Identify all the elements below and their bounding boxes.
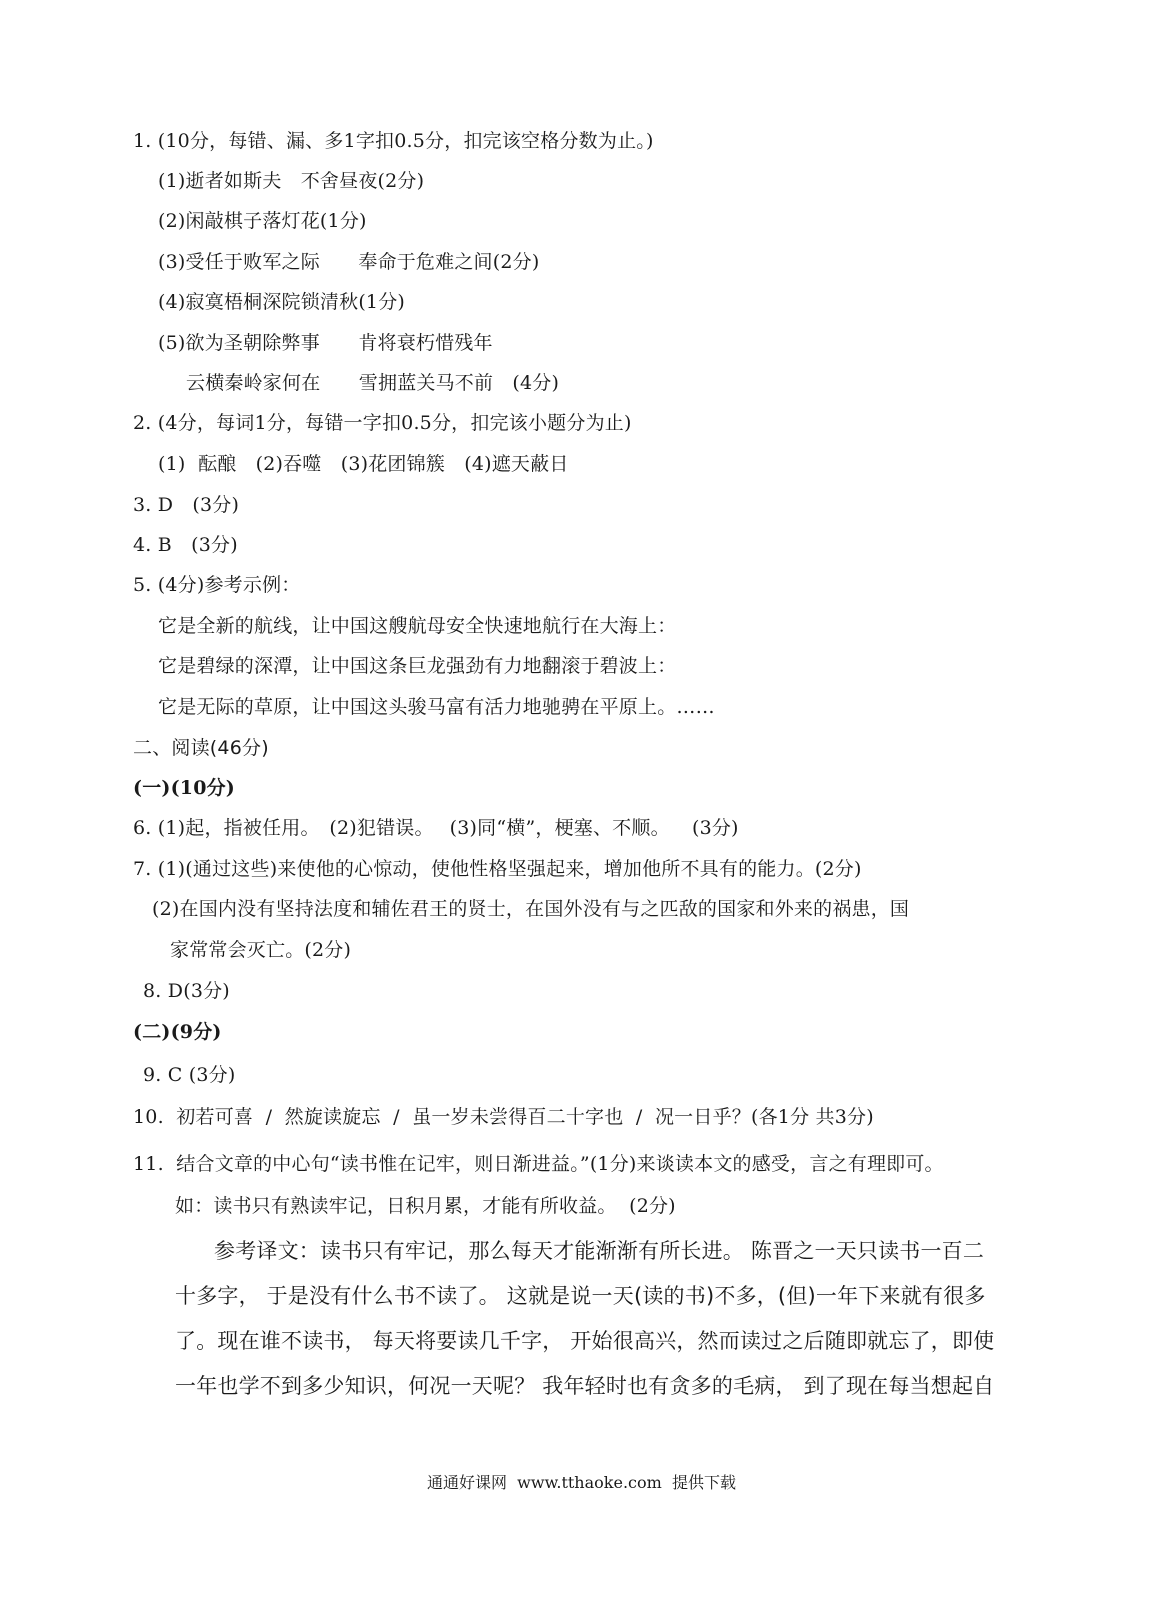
answer-1-item-1: (1)逝者如斯夫 不舍昼夜(2分) (158, 170, 425, 192)
answer-7-part-2: (2)在国内没有坚持法度和辅佐君王的贤士，在国外没有与之匹敌的国家和外来的祸患，国 (152, 898, 910, 920)
answer-3: 3. D (3分) (133, 494, 240, 516)
answer-5-example-1: 它是全新的航线，让中国这艘航母安全快速地航行在大海上： (158, 615, 677, 637)
answer-6: 6. (1)起，指被任用。 (2)犯错误。 (3)同“横”，梗塞、不顺。 (3分) (133, 817, 739, 839)
answer-1-item-2: (2)闲敲棋子落灯花(1分) (158, 210, 367, 232)
translation-line-1: 参考译文：读书只有牢记，那么每天才能渐渐有所长进。 陈晋之一天只读书一百二 (214, 1239, 985, 1263)
answer-1-item-4: (4)寂寞梧桐深院锁清秋(1分) (158, 291, 406, 313)
answer-2-header: 2. (4分，每词1分，每错一字扣0.5分，扣完该小题分为止) (133, 412, 632, 434)
answer-2-items: (1) 酝酿 (2)吞噬 (3)花团锦簇 (4)遮天蔽日 (158, 453, 569, 475)
subsection-2-heading: (二)(9分) (133, 1021, 222, 1043)
answer-8: 8. D(3分) (143, 980, 230, 1002)
answer-10: 10. 初若可喜 / 然旋读旋忘 / 虽一岁未尝得百二十字也 / 况一日乎？(各1分 共3分) (133, 1106, 874, 1128)
answer-5-header: 5. (4分)参考示例： (133, 574, 301, 596)
translation-line-3: 了。现在谁不读书， 每天将要读几千字， 开始很高兴，然而读过之后随即就忘了，即使 (175, 1329, 995, 1353)
answer-1-item-3: (3)受任于败军之际 奉命于危难之间(2分) (158, 251, 540, 273)
answer-5-example-3: 它是无际的草原，让中国这头骏马富有活力地驰骋在平原上。…… (158, 696, 715, 718)
answer-1-header: 1. (10分，每错、漏、多1字扣0.5分，扣完该空格分数为止。) (133, 130, 654, 152)
answer-9: 9. C (3分) (143, 1064, 236, 1086)
translation-line-2: 十多字， 于是没有什么书不读了。 这就是说一天(读的书)不多，(但)一年下来就有很多 (175, 1284, 986, 1308)
answer-11-example: 如：读书只有熟读牢记，日积月累，才能有所收益。 (2分) (175, 1195, 676, 1217)
answer-11: 11. 结合文章的中心句“读书惟在记牢，则日渐进益。”(1分)来谈读本文的感受，言之有理即可。 (133, 1153, 944, 1175)
translation-line-4: 一年也学不到多少知识，何况一天呢？ 我年轻时也有贪多的毛病， 到了现在每当想起自 (175, 1374, 995, 1398)
answer-4: 4. B (3分) (133, 534, 238, 556)
answer-1-item-5: (5)欲为圣朝除弊事 肯将衰朽惜残年 (158, 332, 493, 354)
answer-5-example-2: 它是碧绿的深潭，让中国这条巨龙强劲有力地翻滚于碧波上： (158, 655, 677, 677)
subsection-1-heading: (一)(10分) (133, 777, 235, 799)
answer-7-part-1: 7. (1)(通过这些)来使他的心惊动，使他性格坚强起来，增加他所不具有的能力。(2分) (133, 858, 862, 880)
page-footer: 通通好课网 www.tthaoke.com 提供下载 (427, 1473, 736, 1492)
section-reading-heading: 二、阅读(46分) (133, 737, 269, 759)
answer-7-part-2-cont: 家常常会灭亡。(2分) (170, 939, 352, 961)
answer-1-item-5-cont: 云横秦岭家何在 雪拥蓝关马不前 (4分) (186, 372, 560, 394)
